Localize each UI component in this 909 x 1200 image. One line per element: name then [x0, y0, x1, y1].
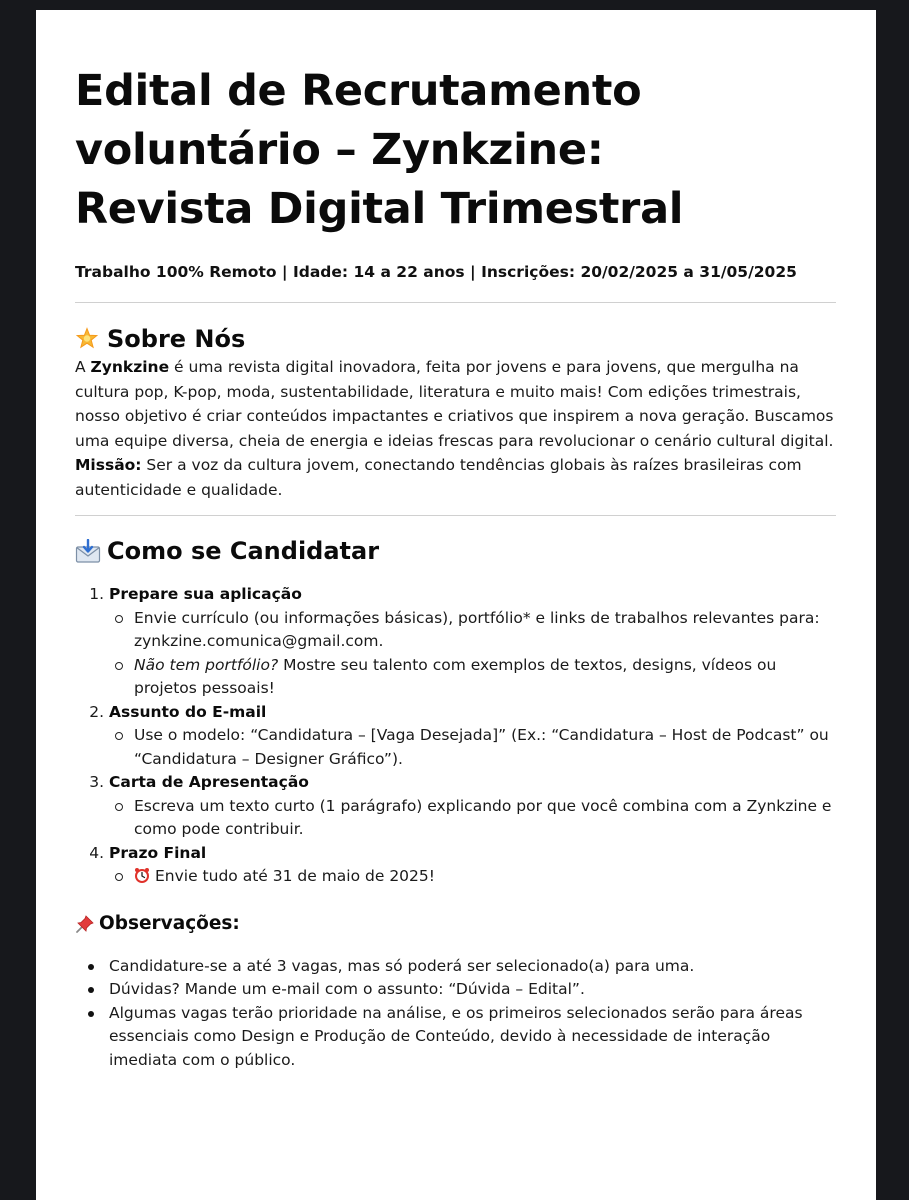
section-heading-label: Como se Candidatar [107, 537, 380, 565]
envelope-with-arrow-icon [75, 539, 99, 563]
section-heading-about [75, 323, 836, 355]
section-heading-apply [75, 535, 836, 567]
sub-list [109, 607, 836, 701]
list-item: Candidature-se a até 3 vagas, mas só poderá ser selecionado(a) para uma. [109, 955, 836, 979]
about-text-prefix: A [75, 358, 91, 376]
mission-paragraph [75, 453, 836, 502]
sub-list-item: Use o modelo: “Candidatura – [Vaga Desejada]” (Ex.: “Candidatura – Host de Podcast” ou “Candidatura – Designer Gráfico”). [134, 724, 836, 771]
sub-list-item [134, 865, 836, 889]
step-title: Prazo Final [109, 843, 207, 862]
mission-text: Ser a voz da cultura jovem, conectando tendências globais às raízes brasileiras com autenticidade e qualidade. [75, 456, 802, 499]
document-meta-line: Trabalho 100% Remoto | Idade: 14 a 22 anos | Inscrições: 20/02/2025 a 31/05/2025 [75, 263, 797, 281]
list-item [109, 842, 836, 889]
application-steps [75, 583, 836, 889]
divider [75, 515, 836, 516]
document-title: Edital de Recrutamento voluntário – Zynkzine: Revista Digital Trimestral [75, 66, 684, 234]
section-heading-notes [75, 911, 836, 937]
sub-list-item [134, 654, 836, 701]
section-heading-label: Sobre Nós [107, 325, 246, 353]
sub-list-item: Escreva um texto curto (1 parágrafo) explicando por que você combina com a Zynkzine e como pode contribuir. [134, 795, 836, 842]
list-item [109, 701, 836, 772]
step-title: Assunto do E-mail [109, 702, 267, 721]
section-heading-label: Observações: [99, 912, 240, 934]
pushpin-icon [75, 914, 95, 934]
about-paragraph [75, 355, 836, 453]
list-item [109, 583, 836, 701]
alarm-clock-icon [134, 867, 150, 883]
emphasis-text: Não tem portfólio? [134, 655, 279, 674]
document-page [36, 10, 876, 1200]
brand-name: Zynkzine [90, 358, 170, 376]
list-item [109, 771, 836, 842]
list-item: Algumas vagas terão prioridade na análise, e os primeiros selecionados serão para áreas essenciais como Design e Produção de Conteúdo, devido à necessidade de interação imediata com o público. [109, 1002, 836, 1073]
sub-list-item: Envie currículo (ou informações básicas), portfólio* e links de trabalhos relevantes para: zynkzine.comunica@gmail.com. [134, 607, 836, 654]
glowing-star-icon [75, 327, 99, 351]
notes-list [75, 955, 836, 1073]
mission-label: Missão: [75, 456, 142, 474]
divider [75, 302, 836, 303]
list-item: Dúvidas? Mande um e-mail com o assunto: “Dúvida – Edital”. [109, 978, 836, 1002]
about-text: é uma revista digital inovadora, feita por jovens e para jovens, que mergulha na cultura pop, K-pop, moda, sustentabilidade, literatura e muito mais! Com edições trimestrais, nosso objetivo é criar conteúdos impactantes e criativos que inspirem a nova geração. Buscamos uma equipe diversa, cheia de energia e ideias frescas para revolucionar o cenário cultural digital. [75, 358, 834, 450]
step-title: Prepare sua aplicação [109, 585, 302, 603]
sub-list-text: Mostre seu talento com exemplos de textos, designs, vídeos ou projetos pessoais! [134, 655, 777, 697]
step-title: Carta de Apresentação [109, 773, 309, 791]
deadline-text: Envie tudo até 31 de maio de 2025! [155, 867, 435, 885]
sub-list [109, 795, 836, 842]
sub-list [109, 724, 836, 771]
sub-list [109, 865, 836, 889]
